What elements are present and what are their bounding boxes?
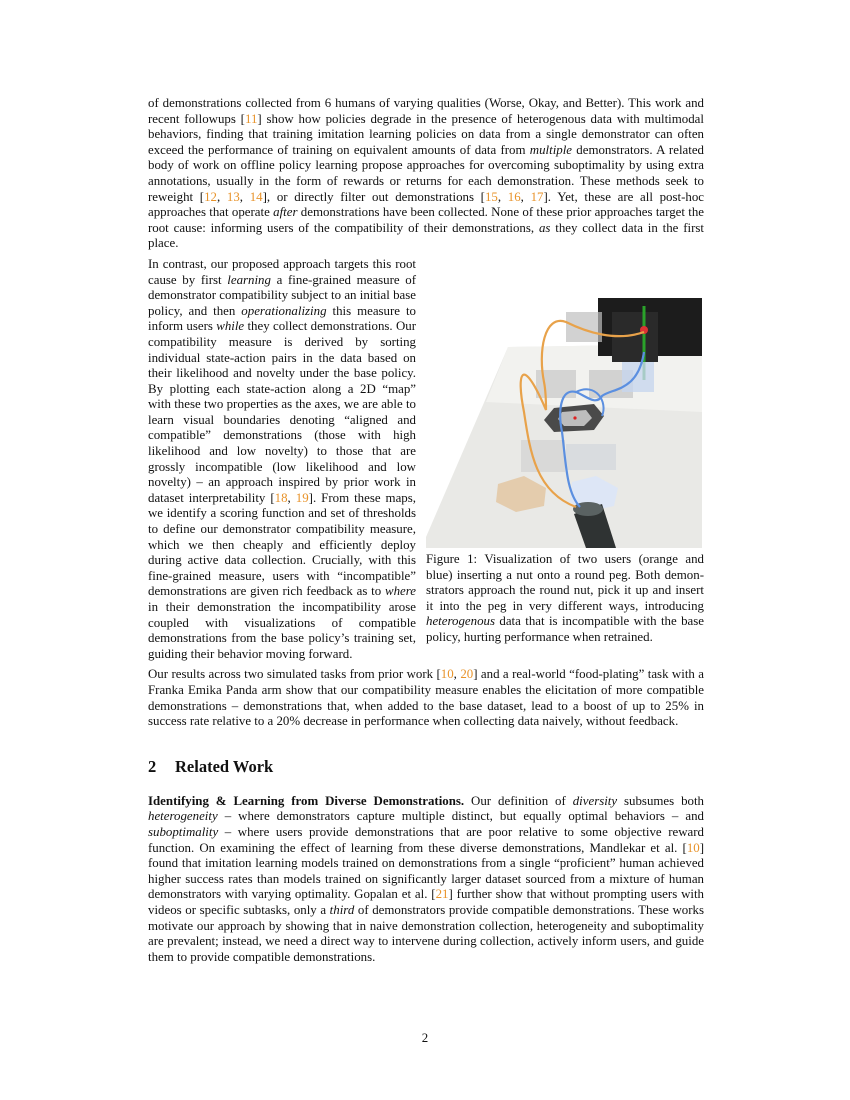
text-with-figure — [148, 257, 704, 662]
citation-link[interactable]: 12 — [204, 189, 217, 204]
citation-link[interactable]: 18 — [274, 490, 288, 505]
paragraph-heading: Identifying & Learning from Diverse Demonstrations. — [148, 793, 465, 808]
robot-simulation-image — [426, 292, 702, 548]
page-number: 2 — [421, 1031, 429, 1045]
figure-1 — [426, 292, 704, 646]
citation-link[interactable]: 17 — [530, 189, 544, 204]
section-number: 2 — [148, 756, 157, 776]
results-paragraph: Our results across two simulated tasks from prior work [10, 20] and a real-world “food-plating” task with a Franka Emika Panda arm show that our compatibility measure enables the elicitation of more compatible demonstrations – demonstrations that, when added to the base dataset, lead to a boost of up to 25% in success rate relative to a 20% decrease in performance when collecting data naively, without feedback. — [148, 667, 704, 729]
citation-link[interactable]: 15 — [484, 189, 498, 204]
citation-link[interactable]: 16 — [507, 189, 521, 204]
citation-link[interactable]: 21 — [435, 887, 449, 902]
citation-link[interactable]: 14 — [249, 189, 263, 204]
citation-link[interactable]: 10 — [440, 667, 454, 682]
related-work-paragraph: Identifying & Learning from Diverse Demonstrations. Our definition of diversity subsumes both heterogeneity – where demonstrators capture multiple distinct, but equally optimal behaviors – and suboptimality – where users provide demonstrations that are poor relative to some objective reward function. On examining the effect of learning from these diverse demonstrations, Mandlekar et al. [10] found that imitation learning models trained on demonstrations from a single “proficient” human achieved higher success rates than models trained on significantly larger dataset sourced from a mixture of human demonstrators with varying optimality. Gopalan et al. [21] further show that without prompting users with videos or specific subtasks, only a third of demonstrators provide compatible demonstrations. These works motivate our approach by showing that in naive demonstration collection, heterogeneity and suboptimality are prevalent; instead, we need a direct way to intervene during collection, actively inform users, and guide them to provide compatible demonstrations. — [148, 793, 704, 964]
citation-link[interactable]: 20 — [460, 667, 474, 682]
citation-link[interactable]: 10 — [686, 840, 700, 855]
section-title: Related Work — [175, 756, 274, 776]
section-heading — [148, 757, 704, 777]
paper-page — [148, 96, 704, 965]
intro-paragraph-continued: of demonstrations collected from 6 humans of varying qualities (Worse, Okay, and Better). This work and recent followups [11] show how policies degrade in the presence of heterogenous data with multimodal behaviors, finding that training imitation learning policies on data from a single demonstrator can often exceed the performance of training on equivalent amounts of data from multiple demonstrators. A related body of work on offline policy learning propose approaches for overcoming suboptimality by using extra annotations, usually in the form of rewards or returns for each demonstration. These methods seek to reweight [12, 13, 14], or directly filter out demonstrations [15, 16, 17]. Yet, these are all post-hoc approaches that operate after demonstrations have been collected. None of these prior approaches target the root cause: informing users of the compatibility of their demonstrations, as they collect data in the first place. — [148, 96, 704, 251]
contrast-paragraph: In contrast, our proposed approach targets this root cause by first learning a fine-grained measure of demonstrator compatibility subject to an initial base policy, and then operationalizing this measure to inform users while they collect demonstrations. Our compatibility measure is derived by sorting individual state-action pairs in the data based on their likelihood and novelty under the base policy. By plotting each state-action along a 2D “map” with these two properties as the axes, we are able to learn visual boundaries denoting “aligned and compatible” demonstrations (those with high likelihood and low novelty) to those that are grossly incompatible (low likelihood and low novelty) – an approach inspired by prior work in dataset interpretability [18, 19]. From these maps, we identify a scoring function and set of thresholds to define our demonstrator compatibility measure, which we then cheaply and efficiently deploy during active data collection. Crucially, with this fine-grained measure, users with “incompatible” demonstrations are given rich feedback as to where in their demonstration the incompatibility arose coupled with visualizations of compatible demonstrations from the base policy’s training set, guiding their behavior moving forward. — [148, 256, 416, 661]
citation-link[interactable]: 13 — [226, 189, 240, 204]
citation-link[interactable]: 19 — [295, 490, 309, 505]
figure-caption: Figure 1: Visualization of two users (orange and blue) inserting a nut onto a round peg. Both demonstrators approach the round nut, pick it up and insert it into the peg in very different ways, introducing heterogenous data that is incompatible with the base policy, hurting performance when retrained. — [426, 551, 704, 644]
citation-link[interactable]: 11 — [244, 111, 258, 126]
